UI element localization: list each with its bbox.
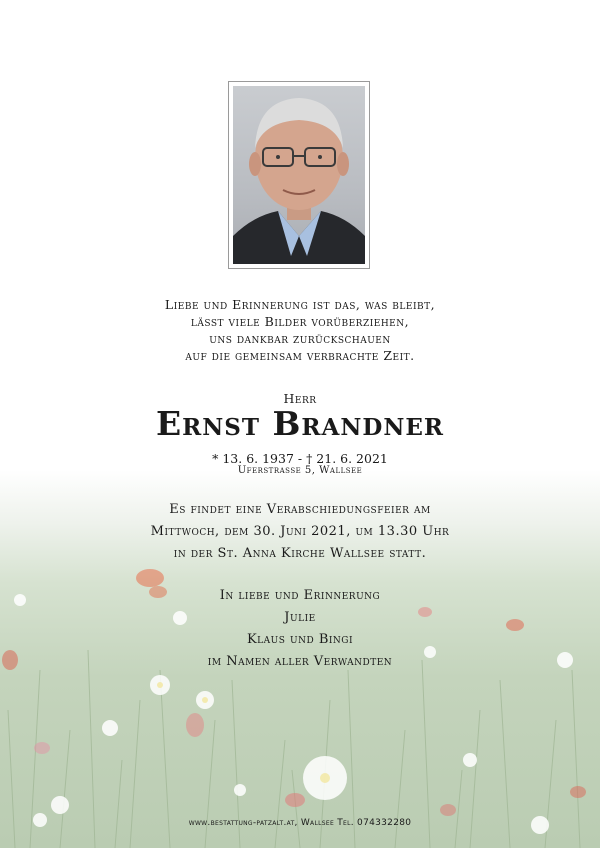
- mourner-line: Klaus und Bingi: [246, 632, 354, 647]
- poem-line: Liebe und Erinnerung ist das, was bleibt,: [164, 297, 436, 312]
- mourner-line: Julie: [284, 610, 316, 625]
- life-dates: * 13. 6. 1937 - † 21. 6. 2021: [212, 451, 388, 466]
- portrait-photo: [233, 86, 365, 264]
- portrait-figure: [233, 86, 365, 264]
- address: Uferstrasse 5, Wallsee: [237, 465, 363, 476]
- mourner-line: In liebe und Erinnerung: [219, 588, 381, 603]
- mourners-list: [80, 585, 520, 673]
- salutation: Herr: [283, 391, 317, 406]
- mourner-line: im Namen aller Verwandten: [207, 654, 393, 669]
- ceremony-line: Es findet eine Verabschiedungsfeier am: [169, 502, 431, 517]
- poem-line: auf die gemeinsam verbrachte Zeit.: [185, 348, 415, 363]
- ceremony-line: Mittwoch, dem 30. Juni 2021, um 13.30 Uhr: [150, 524, 450, 539]
- portrait-frame: [228, 81, 370, 269]
- ceremony-line: in der St. Anna Kirche Wallsee statt.: [173, 546, 427, 561]
- poem-line: uns dankbar zurückschauen: [209, 331, 391, 346]
- memorial-poem: [100, 296, 500, 364]
- ceremony-announcement: [80, 499, 520, 565]
- funeral-home-footer: www.bestattung-patzalt.at, Wallsee Tel. 074332280: [188, 818, 412, 828]
- poem-line: lässt viele Bilder vorüberziehen,: [190, 314, 410, 329]
- deceased-name: Ernst Brandner: [156, 404, 444, 443]
